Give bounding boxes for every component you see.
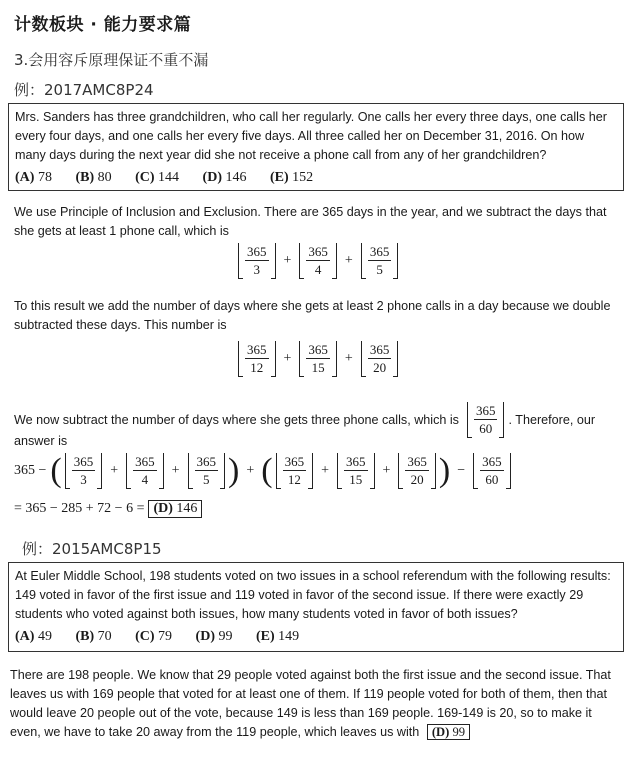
floor-365-4: $\frac{365}{4}$ xyxy=(299,243,337,279)
choice-d: (D) 146 xyxy=(202,170,247,185)
final-line: = 365 − 285 + 72 − 6 = (D) 146 xyxy=(14,500,202,518)
problem2-choices xyxy=(15,627,617,646)
equation-2: $\frac{365}{12}$ + $\frac{365}{15}$ + $\frac{365}{20}$ xyxy=(236,341,400,377)
equation-1: $\frac{365}{3}$ + $\frac{365}{4}$ + $\frac{365}{5}$ xyxy=(236,243,400,279)
page-heading: 计数板块 · 能力要求篇 xyxy=(14,15,192,35)
choice-c: (C) 79 xyxy=(135,629,173,644)
solution2-text: There are 198 people. We know that 29 people voted against both the first issue and the second issue. That leaves us with 169 people that voted for at least one of them. If 119 people voted for both of them, then that would leave 20 people out of the vote, because 149 is less than 169 people. 169-149 is 20, so to make it even, we have to take 20 away from the 119 people, which leaves us with (D) 99 xyxy=(10,668,611,739)
problem1-choices xyxy=(15,168,617,187)
floor-365-60: $\frac{365}{60}$ xyxy=(467,402,505,438)
choice-a: (A) 78 xyxy=(15,170,52,185)
example2-label: 例：2015AMC8P15 xyxy=(22,540,162,558)
solution1-p2: To this result we add the number of days where she gets at least 2 phone calls in a day because we double subtracted these days. This number is xyxy=(14,299,611,332)
solution1-p3: We now subtract the number of days where she gets three phone calls, which is $\frac{365}{60}$ . Therefore, our xyxy=(14,403,596,436)
problem2-box xyxy=(8,562,624,652)
choice-c: (C) 144 xyxy=(135,170,180,185)
choice-a: (A) 49 xyxy=(15,629,52,644)
choice-d: (D) 99 xyxy=(195,629,233,644)
choice-b: (B) 80 xyxy=(75,170,112,185)
floor-365-12: $\frac{365}{12}$ xyxy=(238,341,276,377)
equation-final: 365 − ( $\frac{365}{3}$ + $\frac{365}{4}$ + $\frac{365}{5}$ ) + ( $\frac{365}{12}$ + $\frac{365}{15}$ + $\frac{365}{20}$ ) − $\frac{365}{60}$ xyxy=(14,453,513,489)
floor-365-20: $\frac{365}{20}$ xyxy=(361,341,399,377)
example1-label: 例：2017AMC8P24 xyxy=(14,81,154,99)
floor-365-3: $\frac{365}{3}$ xyxy=(238,243,276,279)
solution1-p1: We use Principle of Inclusion and Exclusion. There are 365 days in the year, and we subtract the days that she gets at least 1 phone call, which is xyxy=(14,205,607,238)
choice-b: (B) 70 xyxy=(75,629,112,644)
floor-365-15: $\frac{365}{15}$ xyxy=(299,341,337,377)
floor-365-5: $\frac{365}{5}$ xyxy=(361,243,399,279)
choice-e: (E) 149 xyxy=(255,629,300,644)
section-title: 3.会用容斥原理保证不重不漏 xyxy=(14,51,209,69)
final-answer-box: (D) 146 xyxy=(148,500,202,518)
solution2-answer-box: (D) 99 xyxy=(427,724,470,740)
problem2-text: At Euler Middle School, 198 students voted on two issues in a school referendum with the following results: 149 voted in favor of the first issue and 119 voted in favor of the second issue. If there were exactly 29 students who voted against both issues, how many students voted in favor of both issues? xyxy=(15,569,611,621)
choice-e: (E) 152 xyxy=(269,170,314,185)
problem1-box xyxy=(8,103,624,191)
problem1-text: Mrs. Sanders has three grandchildren, who call her regularly. One calls her every three days, one calls her every four days, and one calls her every five days. All three called her on December 31, 2016. On how many days during the next year did she not receive a phone call from any of her grandchildren? xyxy=(15,110,607,162)
solution1-p3-tail: answer is xyxy=(14,434,68,448)
